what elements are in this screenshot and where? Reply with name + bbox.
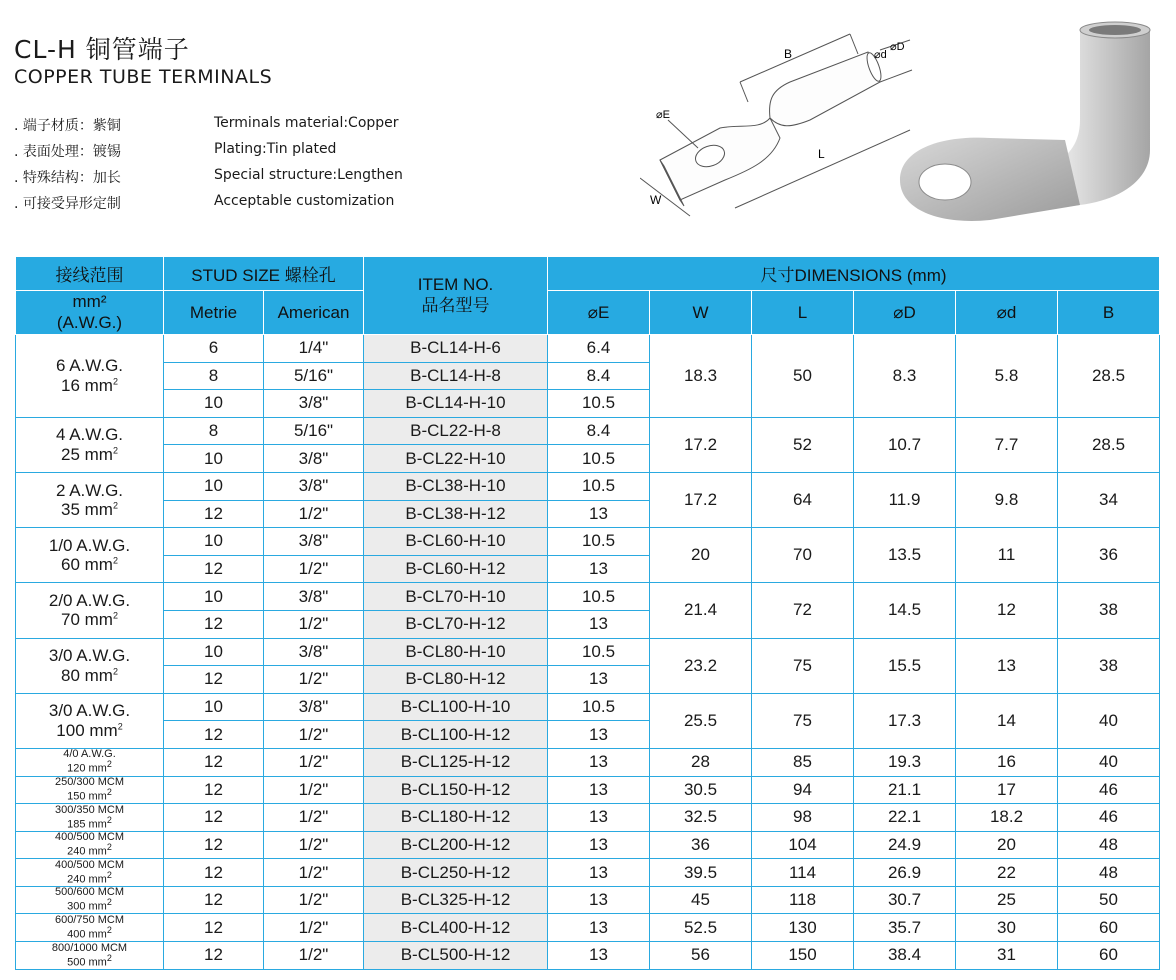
cell-dd: 13.5 <box>854 528 956 583</box>
cell-l: 114 <box>752 859 854 887</box>
table-row <box>16 859 1160 887</box>
cell-dd: 35.7 <box>854 914 956 942</box>
cell-american: 1/2" <box>264 942 364 970</box>
header-range-unit-mm: mm² <box>72 292 107 312</box>
cell-e: 10.5 <box>548 445 650 473</box>
cell-item-no: B-CL14-H-10 <box>364 390 548 418</box>
cell-e: 13 <box>548 500 650 528</box>
wire-range-awg: 500/600 MCM <box>54 886 125 899</box>
cell-e: 13 <box>548 721 650 749</box>
cell-w: 39.5 <box>650 859 752 887</box>
cell-item-no: B-CL14-H-6 <box>364 335 548 363</box>
cell-item-no: B-CL14-H-8 <box>364 362 548 390</box>
superscript-2: 2 <box>112 555 118 566</box>
spec-cn: . 特殊结构：加长 <box>14 170 121 186</box>
cell-w: 21.4 <box>650 583 752 638</box>
cell-american: 1/2" <box>264 748 364 776</box>
cell-w: 17.2 <box>650 472 752 527</box>
wire-range-mm: 16 $mm^2$ <box>61 375 118 395</box>
cell-e: 10.5 <box>548 583 650 611</box>
cell-d: 7.7 <box>956 417 1058 472</box>
cell-b: 48 <box>1058 831 1160 859</box>
cell-metric: 12 <box>164 748 264 776</box>
wire-range-awg: 250/300 MCM <box>54 776 125 788</box>
cell-e: 13 <box>548 859 650 887</box>
cell-dd: 11.9 <box>854 472 956 527</box>
superscript-2: 2 <box>106 924 112 935</box>
cell-metric: 10 <box>164 638 264 666</box>
cell-d: 20 <box>956 831 1058 859</box>
cell-b: 36 <box>1058 528 1160 583</box>
spec-en: Plating:Tin plated <box>214 141 337 157</box>
superscript-2: 2 <box>112 665 118 676</box>
cell-b: 60 <box>1058 914 1160 942</box>
dim-label-w: W <box>650 193 662 207</box>
cell-dd: 15.5 <box>854 638 956 693</box>
table-row <box>16 335 1160 363</box>
spec-cn: . 可接受异形定制 <box>14 196 121 212</box>
cell-dd: 8.3 <box>854 335 956 418</box>
cell-w: 56 <box>650 942 752 970</box>
cell-l: 98 <box>752 804 854 832</box>
spec-row <box>14 167 454 193</box>
spec-row <box>14 193 454 219</box>
cell-d: 16 <box>956 748 1058 776</box>
table-row <box>16 417 1160 445</box>
cell-american: 3/8" <box>264 445 364 473</box>
superscript-2: 2 <box>106 897 112 908</box>
spec-cn: . 端子材质：紫铜 <box>14 118 121 134</box>
cell-metric: 12 <box>164 859 264 887</box>
header-b: B <box>1058 291 1160 335</box>
cell-b: 46 <box>1058 804 1160 832</box>
cell-item-no: B-CL60-H-12 <box>364 555 548 583</box>
cell-american: 3/8" <box>264 528 364 556</box>
cell-dd: 22.1 <box>854 804 956 832</box>
cell-dd: 17.3 <box>854 693 956 748</box>
cell-wire-range <box>16 886 164 914</box>
cell-e: 13 <box>548 666 650 694</box>
cell-d: 31 <box>956 942 1058 970</box>
cell-metric: 12 <box>164 500 264 528</box>
cell-l: 64 <box>752 472 854 527</box>
cell-l: 130 <box>752 914 854 942</box>
cell-american: 5/16" <box>264 362 364 390</box>
cell-item-no: B-CL38-H-12 <box>364 500 548 528</box>
table-row <box>16 914 1160 942</box>
table-row <box>16 583 1160 611</box>
cell-american: 3/8" <box>264 583 364 611</box>
wire-range-mm: 185 $mm^2$ <box>67 814 112 831</box>
cell-dd: 19.3 <box>854 748 956 776</box>
table-row <box>16 472 1160 500</box>
dim-label-d-large: ⌀D <box>890 41 905 53</box>
cell-l: 118 <box>752 886 854 914</box>
wire-range-awg: 2 A.W.G. <box>55 480 124 500</box>
wire-range-awg: 300/350 MCM <box>54 803 125 816</box>
wire-range-mm: 100 $mm^2$ <box>56 720 123 740</box>
cell-e: 13 <box>548 886 650 914</box>
cell-metric: 6 <box>164 335 264 363</box>
cell-wire-range <box>16 831 164 859</box>
cell-dd: 14.5 <box>854 583 956 638</box>
cell-w: 18.3 <box>650 335 752 418</box>
superscript-2: 2 <box>106 814 112 825</box>
cell-e: 8.4 <box>548 362 650 390</box>
dim-label-d-small: ⌀d <box>874 49 887 61</box>
page-title-cn: CL-H 铜管端子 <box>14 35 190 64</box>
header-metric: Metrie <box>164 291 264 335</box>
cell-e: 10.5 <box>548 528 650 556</box>
cell-e: 13 <box>548 748 650 776</box>
table-row <box>16 886 1160 914</box>
wire-range-awg: 400/500 MCM <box>54 831 125 844</box>
cell-item-no: B-CL250-H-12 <box>364 859 548 887</box>
cell-american: 3/8" <box>264 638 364 666</box>
cell-wire-range <box>16 693 164 748</box>
superscript-2: 2 <box>112 610 118 621</box>
dim-label-b: B <box>784 47 793 61</box>
cell-wire-range <box>16 472 164 527</box>
table-row <box>16 693 1160 721</box>
superscript-2: 2 <box>112 445 118 456</box>
cell-american: 1/2" <box>264 914 364 942</box>
superscript-2: 2 <box>112 376 118 387</box>
header-range-unit <box>16 291 164 335</box>
wire-range-awg: 600/750 MCM <box>54 913 125 926</box>
spec-en: Special structure:Lengthen <box>214 167 403 183</box>
cell-metric: 12 <box>164 610 264 638</box>
cell-metric: 12 <box>164 886 264 914</box>
header-w: W <box>650 291 752 335</box>
header-range: 接线范围 <box>16 257 164 291</box>
cell-metric: 10 <box>164 693 264 721</box>
cell-w: 45 <box>650 886 752 914</box>
table-row <box>16 528 1160 556</box>
cell-b: 28.5 <box>1058 335 1160 418</box>
header-american: American <box>264 291 364 335</box>
cell-e: 6.4 <box>548 335 650 363</box>
cell-b: 34 <box>1058 472 1160 527</box>
cell-d: 12 <box>956 583 1058 638</box>
cell-metric: 10 <box>164 583 264 611</box>
wire-range-awg: 1/0 A.W.G. <box>48 535 131 555</box>
cell-metric: 10 <box>164 390 264 418</box>
wire-range-mm: 80 $mm^2$ <box>61 665 118 685</box>
cell-american: 1/2" <box>264 831 364 859</box>
cell-american: 1/2" <box>264 804 364 832</box>
wire-range-mm: 35 $mm^2$ <box>61 500 118 520</box>
cell-american: 1/2" <box>264 500 364 528</box>
superscript-2: 2 <box>117 721 123 732</box>
cell-w: 28 <box>650 748 752 776</box>
cell-dd: 38.4 <box>854 942 956 970</box>
cell-item-no: B-CL22-H-8 <box>364 417 548 445</box>
cell-metric: 12 <box>164 721 264 749</box>
wire-range-mm: 70 $mm^2$ <box>61 610 118 630</box>
cell-w: 20 <box>650 528 752 583</box>
cell-b: 48 <box>1058 859 1160 887</box>
cell-metric: 12 <box>164 776 264 804</box>
cell-l: 150 <box>752 942 854 970</box>
cell-l: 104 <box>752 831 854 859</box>
cell-wire-range <box>16 417 164 472</box>
wire-range-awg: 4/0 A.W.G. <box>63 748 116 761</box>
cell-item-no: B-CL38-H-10 <box>364 472 548 500</box>
dim-label-l: L <box>818 147 825 161</box>
table-row <box>16 748 1160 776</box>
cell-wire-range <box>16 335 164 418</box>
cell-wire-range <box>16 859 164 887</box>
cell-b: 40 <box>1058 693 1160 748</box>
cell-item-no: B-CL70-H-10 <box>364 583 548 611</box>
cell-wire-range <box>16 528 164 583</box>
cell-d: 17 <box>956 776 1058 804</box>
dim-label-e: ⌀E <box>656 109 670 121</box>
wire-range-mm: 25 $mm^2$ <box>61 444 118 464</box>
cell-metric: 12 <box>164 804 264 832</box>
cell-e: 13 <box>548 776 650 804</box>
wire-range-awg: 400/500 MCM <box>54 858 125 871</box>
cell-item-no: B-CL500-H-12 <box>364 942 548 970</box>
cell-w: 17.2 <box>650 417 752 472</box>
cell-metric: 12 <box>164 831 264 859</box>
wire-range-mm: 120 $mm^2$ <box>67 759 112 776</box>
cell-l: 72 <box>752 583 854 638</box>
cell-e: 8.4 <box>548 417 650 445</box>
cell-metric: 10 <box>164 472 264 500</box>
cell-american: 3/8" <box>264 390 364 418</box>
header-d: ⌀d <box>956 291 1058 335</box>
cell-wire-range <box>16 748 164 776</box>
cell-l: 94 <box>752 776 854 804</box>
spec-row <box>14 141 454 167</box>
cell-wire-range <box>16 914 164 942</box>
cell-american: 1/2" <box>264 886 364 914</box>
cell-l: 85 <box>752 748 854 776</box>
cell-american: 1/2" <box>264 776 364 804</box>
cell-b: 38 <box>1058 638 1160 693</box>
cell-w: 30.5 <box>650 776 752 804</box>
cell-e: 13 <box>548 555 650 583</box>
spec-list <box>14 115 454 219</box>
cell-metric: 12 <box>164 666 264 694</box>
cell-l: 75 <box>752 638 854 693</box>
wire-range-awg: 6 A.W.G. <box>55 356 124 376</box>
cell-e: 13 <box>548 914 650 942</box>
cell-l: 52 <box>752 417 854 472</box>
page-title-en: COPPER TUBE TERMINALS <box>14 66 273 88</box>
superscript-2: 2 <box>106 952 112 963</box>
wire-range-awg: 2/0 A.W.G. <box>48 590 131 610</box>
cell-item-no: B-CL80-H-10 <box>364 638 548 666</box>
cell-l: 75 <box>752 693 854 748</box>
cell-e: 10.5 <box>548 390 650 418</box>
cell-d: 18.2 <box>956 804 1058 832</box>
header-item-no-cn: 品名型号 <box>421 295 490 315</box>
cell-metric: 10 <box>164 528 264 556</box>
cell-e: 13 <box>548 804 650 832</box>
spec-cn: . 表面处理：镀锡 <box>14 144 121 160</box>
cell-wire-range <box>16 776 164 804</box>
wire-range-awg: 3/0 A.W.G. <box>48 701 131 721</box>
wire-range-mm: 300 $mm^2$ <box>67 897 112 913</box>
cell-b: 38 <box>1058 583 1160 638</box>
cell-wire-range <box>16 583 164 638</box>
cell-e: 13 <box>548 942 650 970</box>
cell-e: 10.5 <box>548 638 650 666</box>
cell-e: 10.5 <box>548 472 650 500</box>
cell-dd: 10.7 <box>854 417 956 472</box>
cell-wire-range <box>16 942 164 970</box>
cell-d: 22 <box>956 859 1058 887</box>
cell-dd: 30.7 <box>854 886 956 914</box>
cell-d: 14 <box>956 693 1058 748</box>
header-item-no-en: ITEM NO. <box>417 275 494 295</box>
header-dd: ⌀D <box>854 291 956 335</box>
cell-american: 1/4" <box>264 335 364 363</box>
cell-w: 36 <box>650 831 752 859</box>
cell-metric: 8 <box>164 362 264 390</box>
cell-metric: 10 <box>164 445 264 473</box>
wire-range-mm: 60 $mm^2$ <box>61 555 118 575</box>
cell-american: 3/8" <box>264 472 364 500</box>
cell-e: 13 <box>548 610 650 638</box>
header-dimensions: 尺寸DIMENSIONS (mm) <box>548 257 1160 291</box>
wire-range-awg: 3/0 A.W.G. <box>48 646 131 666</box>
cell-dd: 24.9 <box>854 831 956 859</box>
spec-en: Acceptable customization <box>214 193 395 209</box>
terminal-product-photo <box>880 10 1170 230</box>
cell-metric: 12 <box>164 914 264 942</box>
spec-table <box>15 256 1160 970</box>
spec-table-body <box>16 335 1160 970</box>
superscript-2: 2 <box>106 842 112 853</box>
cell-item-no: B-CL100-H-10 <box>364 693 548 721</box>
table-row <box>16 638 1160 666</box>
wire-range-mm: 150 $mm^2$ <box>67 786 112 803</box>
cell-e: 10.5 <box>548 693 650 721</box>
cell-d: 11 <box>956 528 1058 583</box>
table-row <box>16 831 1160 859</box>
cell-american: 5/16" <box>264 417 364 445</box>
cell-d: 13 <box>956 638 1058 693</box>
cell-american: 1/2" <box>264 721 364 749</box>
header-l: L <box>752 291 854 335</box>
cell-w: 23.2 <box>650 638 752 693</box>
wire-range-mm: 240 $mm^2$ <box>67 842 112 858</box>
cell-american: 3/8" <box>264 693 364 721</box>
cell-e: 13 <box>548 831 650 859</box>
cell-item-no: B-CL400-H-12 <box>364 914 548 942</box>
cell-b: 28.5 <box>1058 417 1160 472</box>
table-row <box>16 942 1160 970</box>
cell-item-no: B-CL60-H-10 <box>364 528 548 556</box>
superscript-2: 2 <box>112 500 118 511</box>
cell-dd: 26.9 <box>854 859 956 887</box>
table-row <box>16 804 1160 832</box>
cell-wire-range <box>16 804 164 832</box>
cell-metric: 12 <box>164 555 264 583</box>
header-range-unit-awg: (A.W.G.) <box>56 312 123 332</box>
wire-range-mm: 240 $mm^2$ <box>67 869 112 886</box>
table-row <box>16 776 1160 804</box>
cell-american: 1/2" <box>264 666 364 694</box>
header-item-no <box>364 257 548 335</box>
cell-item-no: B-CL150-H-12 <box>364 776 548 804</box>
cell-item-no: B-CL180-H-12 <box>364 804 548 832</box>
cell-item-no: B-CL125-H-12 <box>364 748 548 776</box>
superscript-2: 2 <box>106 869 112 880</box>
cell-american: 1/2" <box>264 555 364 583</box>
cell-l: 70 <box>752 528 854 583</box>
cell-w: 52.5 <box>650 914 752 942</box>
cell-b: 40 <box>1058 748 1160 776</box>
spec-en: Terminals material:Copper <box>214 115 399 131</box>
cell-american: 1/2" <box>264 859 364 887</box>
superscript-2: 2 <box>106 786 112 797</box>
wire-range-mm: 400 $mm^2$ <box>67 924 112 941</box>
wire-range-mm: 500 $mm^2$ <box>67 952 112 969</box>
cell-d: 5.8 <box>956 335 1058 418</box>
cell-dd: 21.1 <box>854 776 956 804</box>
cell-metric: 12 <box>164 942 264 970</box>
superscript-2: 2 <box>106 759 112 770</box>
cell-b: 46 <box>1058 776 1160 804</box>
cell-wire-range <box>16 638 164 693</box>
cell-d: 30 <box>956 914 1058 942</box>
header-stud-size: STUD SIZE 螺栓孔 <box>164 257 364 291</box>
cell-w: 25.5 <box>650 693 752 748</box>
cell-item-no: B-CL22-H-10 <box>364 445 548 473</box>
cell-item-no: B-CL70-H-12 <box>364 610 548 638</box>
cell-metric: 8 <box>164 417 264 445</box>
cell-w: 32.5 <box>650 804 752 832</box>
header-e: ⌀E <box>548 291 650 335</box>
cell-b: 60 <box>1058 942 1160 970</box>
wire-range-awg: 4 A.W.G. <box>55 425 124 445</box>
cell-d: 25 <box>956 886 1058 914</box>
cell-l: 50 <box>752 335 854 418</box>
wire-range-awg: 800/1000 MCM <box>51 941 128 954</box>
cell-item-no: B-CL80-H-12 <box>364 666 548 694</box>
cell-american: 1/2" <box>264 610 364 638</box>
spec-row <box>14 115 454 141</box>
cell-d: 9.8 <box>956 472 1058 527</box>
cell-item-no: B-CL200-H-12 <box>364 831 548 859</box>
cell-item-no: B-CL325-H-12 <box>364 886 548 914</box>
cell-item-no: B-CL100-H-12 <box>364 721 548 749</box>
cell-b: 50 <box>1058 886 1160 914</box>
